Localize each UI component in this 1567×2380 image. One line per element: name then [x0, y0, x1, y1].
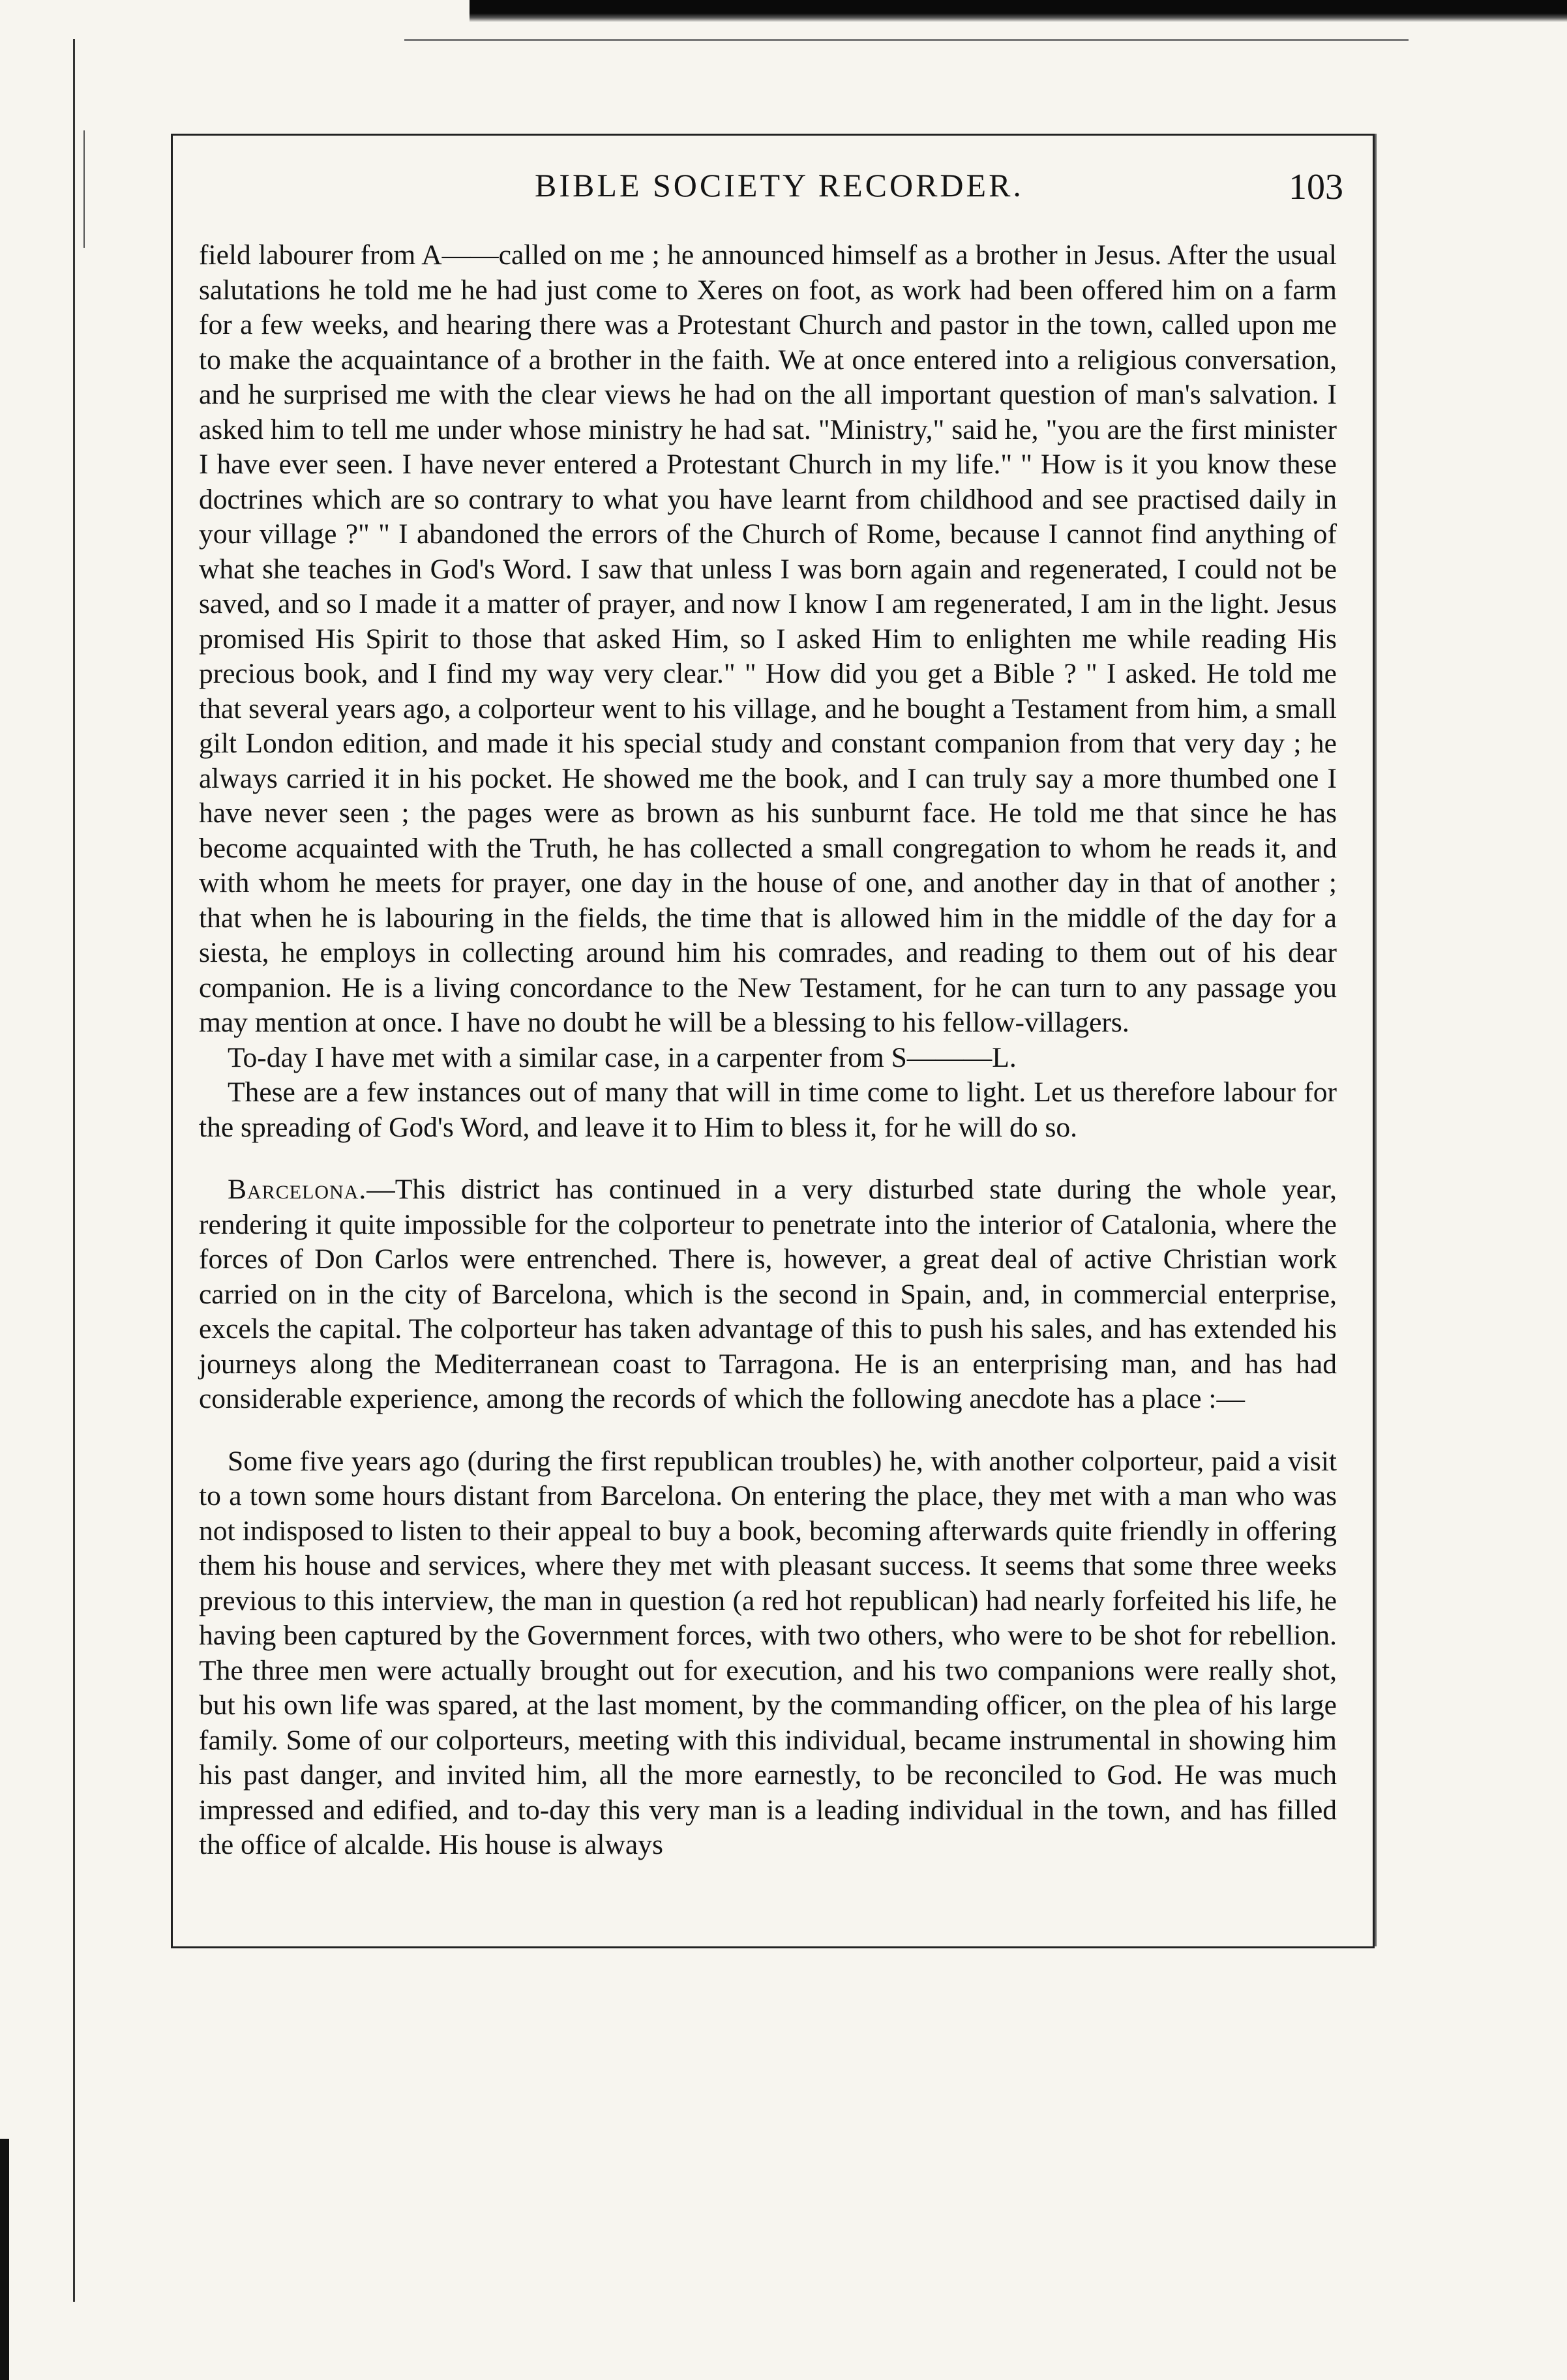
paragraph: Some five years ago (during the first republican troubles) he, with another colporteur, paid a visit to a town some hours distant from Barcelona. On entering the place, they met with a man who was not indisposed to listen to their appeal to buy a book, becoming afterwards quite friendly in offering them his house and services, where they met with pleasant success. It seems that some three weeks previous to this interview, the man in question (a red hot republican) had nearly forfeited his life, he having been captured by the Government forces, with two others, who were to be shot for rebellion. The three men were actually brought out for execution, and his two companions were really shot, but his own life was spared, at the last moment, by the commanding officer, on the plea of his large family. Some of our colporteurs, meeting with this individual, became instrumental in showing him his past danger, and invited him, all the more earnestly, to be reconciled to God. He was much impressed and edified, and to-day this very man is a leading individual in the town, and has filled the office of alcalde. His house is always: [199, 1445, 1337, 1860]
paragraph-text: —This district has continued in a very disturbed state during the whole year, rendering it quite impossible for the colporteur to penetrate into the interior of Catalonia, where the forces of Don Carlos were entrenched. There is, however, a great deal of active Christian work carried on in the city of Barcelona, which is the second in Spain, and, in commercial enterprise, excels the capital. The colporteur has taken advantage of this to push his sales, and has extended his journeys along the Mediterranean coast to Tarragona. He is an enterprising man, and has had considerable experience, among the records of which the following anecdote has a place :—: [199, 1174, 1337, 1414]
paragraph: These are a few instances out of many that will in time come to light. Let us therefore labour for the spreading of God's Word, and leave it to Him to bless it, for he will do so.: [199, 1077, 1337, 1143]
binding-edge: [0, 2139, 9, 2380]
page-number: 103: [1289, 167, 1343, 207]
left-margin-mark: [83, 130, 85, 248]
section-heading: Barcelona.: [228, 1174, 367, 1205]
bottom-rule: [171, 1946, 1373, 1948]
scan-top-line: [404, 39, 1409, 41]
running-head: BIBLE SOCIETY RECORDER.: [535, 167, 1024, 203]
right-margin-rule: [1375, 134, 1377, 1946]
paragraph: field labourer from A——called on me ; he announced himself as a brother in Jesus. After the usual salutations he told me he had just come to Xeres on foot, as work had been offered him on a farm for a few weeks, and hearing there was a Protestant Church and pastor in the town, called upon me to make the acquaintance of a brother in the faith. We at once entered into a religious conversation, and he surprised me with the clear views he had on the all important question of man's salvation. I asked him to tell me under whose ministry he had sat. "Ministry," said he, "you are the first minister I have ever seen. I have never entered a Protestant Church in my life." " How is it you know these doctrines which are so contrary to what you have learnt from childhood and see practised daily in your village ?" " I abandoned the errors of the Church of Rome, because I cannot find anything of what she teaches in God's Word. I saw that unless I was born again and regenerated, I could not be saved, and so I made it a matter of prayer, and now I know I am regenerated, I am in the light. Jesus promised His Spirit to those that asked Him, so I asked Him to enlighten me while reading His precious book, and I find my way very clear." " How did you get a Bible ? " I asked. He told me that several years ago, a colporteur went to his village, and he bought a Testament from him, a small gilt London edition, and made it his special study and constant companion from that very day ; he always carried it in his pocket. He showed me the book, and I can truly say a more thumbed one I have never seen ; the pages were as brown as his sunburnt face. He told me that since he has become acquainted with the Truth, he has collected a small congregation to whom he reads it, and with whom he meets for prayer, one day in the house of one, and another day in that of another ; that when he is labouring in the fields, the time that is allowed him in the middle of the day for a siesta, he employs in collecting around him his comrades, and reading to them out of his dear companion. He is a living concordance to the New Testament, for he can turn to any passage you may mention at once. I have no doubt he will be a blessing to his fellow-villagers.: [199, 239, 1337, 1038]
page-header: [215, 166, 1343, 212]
paragraph-barcelona: [199, 1172, 1337, 1417]
text-column: [199, 238, 1337, 1863]
left-margin-rule: [73, 39, 75, 2302]
paragraph: To-day I have met with a similar case, in a carpenter from S———L.: [228, 1041, 1017, 1073]
scan-edge-shadow: [470, 0, 1567, 22]
